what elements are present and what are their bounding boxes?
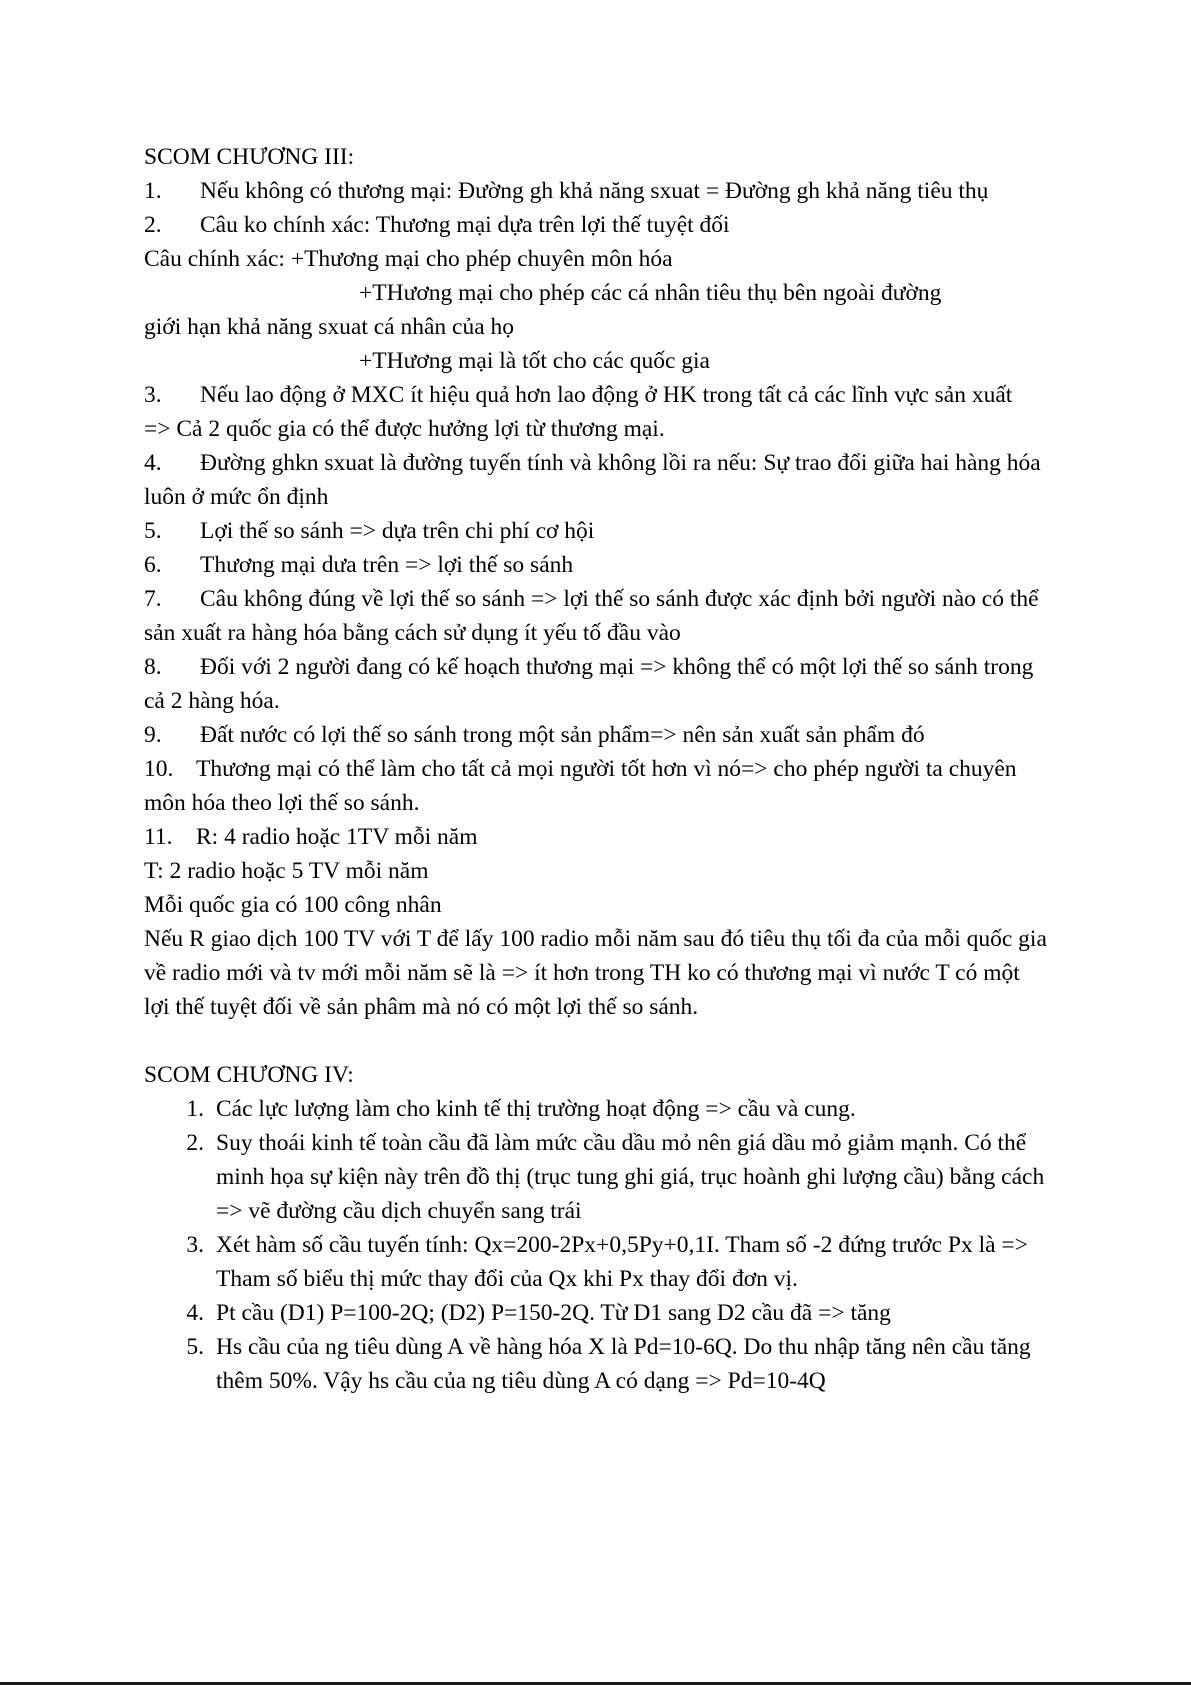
list-item [144,514,1049,548]
item-text: Thương mại dưa trên => lợi thế so sánh [200,552,574,578]
list-item [144,1126,1049,1228]
item11-t-country: T: 2 radio hoặc 5 TV mỗi năm [144,858,429,884]
item11-question: Nếu R giao dịch 100 TV với T để lấy 100 radio mỗi năm sau đó tiêu thụ tối đa của mỗi quốc gia về radio mới và tv mới mỗi năm sẽ là => ít hơn trong TH ko có thương mại vì nước T có một lợi thế tuyệt đối về sản phâm mà nó có một lợi thế so sánh. [144,926,1047,1020]
item-number: 4. [144,450,162,476]
item-text: Hs cầu của ng tiêu dùng A về hàng hóa X là Pd=10-6Q. Do thu nhập tăng nên cầu tăng thêm 50%. Vậy hs cầu của ng tiêu dùng A có dạng => Pd=10-4Q [216,1334,1031,1394]
item-text: Lợi thế so sánh => dựa trên chi phí cơ hội [200,518,595,544]
chapter3-heading: SCOM CHƯƠNG III: [144,144,355,170]
correct-answer-2 [144,276,1049,310]
section-spacer [144,1024,1049,1058]
item-number: 2. [144,212,162,238]
correct-answer-3 [144,344,1049,378]
item-text: Câu ko chính xác: Thương mại dựa trên lợi thế tuyệt đối [200,212,730,238]
correct-answer-3-text: +THương mại là tốt cho các quốc gia [359,348,710,374]
list-item [144,650,1049,718]
item-text: Đường ghkn sxuat là đường tuyến tính và không lồi ra nếu: Sự trao đổi giữa hai hàng hóa luôn ở mức ổn định [144,450,1041,510]
item-text: Suy thoái kinh tế toàn cầu đã làm mức cầu dầu mỏ nên giá dầu mỏ giảm mạnh. Có thể minh họa sự kiện này trên đồ thị (trục tung ghi giá, trục hoành ghi lượng cầu) bằng cách => vẽ đường cầu dịch chuyển sang trái [216,1130,1045,1224]
item-number: 3. [186,1232,204,1258]
item-number: 1. [144,178,162,204]
list-item [144,582,1049,650]
item-text: Thương mại có thể làm cho tất cả mọi người tốt hơn vì nó=> cho phép người ta chuyên môn hóa theo lợi thế so sánh. [144,756,1017,816]
list-item [144,752,1049,820]
list-item [144,378,1049,412]
item-number: 10. [144,756,174,782]
item3-answer: => Cả 2 quốc gia có thể được hưởng lợi từ thương mại. [144,416,665,442]
item-number: 2. [186,1130,204,1156]
item-text: Các lực lượng làm cho kinh tế thị trường hoạt động => cầu và cung. [216,1096,856,1122]
item-number: 11. [144,824,173,850]
item-text: Pt cầu (D1) P=100-2Q; (D2) P=150-2Q. Từ D1 sang D2 cầu đã => tăng [216,1300,891,1326]
list-item [144,446,1049,514]
item-number: 7. [144,586,162,612]
list-item [144,1330,1049,1398]
correct-answer-label: Câu chính xác: +Thương mại cho phép chuyên môn hóa [144,246,673,272]
item-text: Đối với 2 người đang có kế hoạch thương mại => không thể có một lợi thế so sánh trong cả 2 hàng hóa. [144,654,1034,714]
correct-answer-2-continued: giới hạn khả năng sxuat cá nhân của họ [144,314,515,340]
item-number: 5. [144,518,162,544]
item-text: Xét hàm số cầu tuyến tính: Qx=200-2Px+0,5Py+0,1I. Tham số -2 đứng trước Px là => Tham số biểu thị mức thay đổi của Qx khi Px thay đổi đơn vị. [216,1232,1028,1292]
item11-workers: Mỗi quốc gia có 100 công nhân [144,892,442,918]
item-number: 8. [144,654,162,680]
chapter4-heading: SCOM CHƯƠNG IV: [144,1062,354,1088]
chapter4-list [144,1092,1049,1398]
correct-answer-2-text: +THương mại cho phép các cá nhân tiêu thụ bên ngoài đường [359,280,942,306]
item-number: 5. [186,1334,204,1360]
item-text: Đất nước có lợi thế so sánh trong một sản phẩm=> nên sản xuất sản phẩm đó [200,722,925,748]
item-number: 9. [144,722,162,748]
list-item [144,208,1049,242]
list-item [144,174,1049,208]
list-item [144,548,1049,582]
list-item [144,1296,1049,1330]
item-number: 6. [144,552,162,578]
list-item [144,820,1049,854]
list-item [144,718,1049,752]
item-number: 3. [144,382,162,408]
list-item [144,1228,1049,1296]
item-number: 4. [186,1300,204,1326]
document-page [144,140,1049,1398]
item-number: 1. [186,1096,204,1122]
item-text: Nếu không có thương mại: Đường gh khả năng sxuat = Đường gh khả năng tiêu thụ [200,178,989,204]
item-text: Nếu lao động ở MXC ít hiệu quả hơn lao động ở HK trong tất cả các lĩnh vực sản xuất [200,382,1013,408]
item-text: R: 4 radio hoặc 1TV mỗi năm [196,824,478,850]
item-text: Câu không đúng về lợi thế so sánh => lợi thế so sánh được xác định bởi người nào có thể sản xuất ra hàng hóa bằng cách sử dụng ít yếu tố đầu vào [144,586,1039,646]
list-item [144,1092,1049,1126]
